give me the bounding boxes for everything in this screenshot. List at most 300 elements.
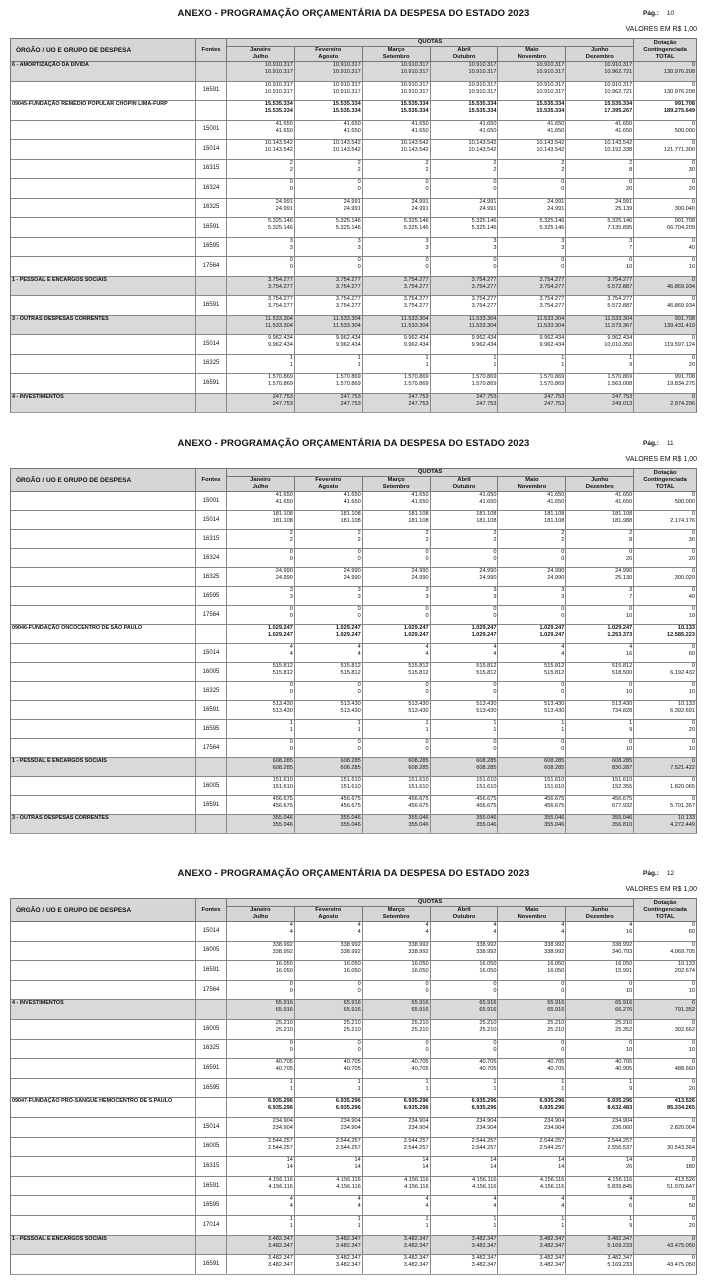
value-top: 40.705 (275, 1059, 293, 1066)
value-bottom: 40.705 (479, 1066, 497, 1073)
row-label: 3 - OUTRAS DESPESAS CORRENTES (11, 315, 196, 335)
value-bottom: 4.156.116 (268, 1183, 293, 1190)
page-title: ANEXO - PROGRAMAÇÃO ORÇAMENTÁRIA DA DESPESA DO ESTADO 2023 (177, 868, 530, 879)
value-bottom: 0 (289, 186, 293, 192)
dotacao-cell (634, 682, 697, 701)
value-top: 1 (289, 1215, 293, 1222)
row-fonte: 15001 (196, 120, 227, 140)
quota-cell (294, 1117, 362, 1137)
quota-cell (430, 354, 498, 374)
value-top: 14 (354, 1157, 361, 1164)
quota-cell (226, 1235, 294, 1255)
value-top: 151.610 (340, 777, 361, 783)
value-bottom: 9 (629, 727, 633, 733)
quota-cell (430, 1039, 498, 1059)
value-bottom: 1 (289, 727, 293, 733)
value-bottom: 6.935.296 (403, 1105, 429, 1112)
quota-cell (226, 354, 294, 374)
value-bottom: 41.650 (547, 499, 565, 505)
value-bottom: 2.544.257 (267, 1144, 293, 1151)
dotacao-cell (634, 587, 697, 606)
quota-cell (430, 980, 498, 1000)
value-top: 338.992 (611, 941, 633, 948)
value-top: 10.133 (677, 961, 695, 968)
value-top: 0 (691, 606, 695, 612)
quota-cell (294, 644, 362, 663)
value-bottom: 5.572.887 (607, 283, 633, 290)
value-top: 3.482.347 (539, 1235, 565, 1242)
value-top: 151.610 (272, 777, 293, 783)
value-bottom: 15.535.334 (264, 108, 293, 114)
value-bottom: 40.705 (275, 1066, 293, 1073)
value-bottom: 10.962.721 (604, 69, 633, 75)
value-bottom: 25.210 (343, 1026, 361, 1033)
header-month: Agosto (318, 54, 339, 60)
value-top: 0 (691, 1000, 695, 1007)
value-bottom: 14 (490, 1164, 497, 1171)
dotacao-cell (634, 1078, 697, 1098)
quota-cell (430, 315, 498, 335)
value-bottom: 4.272.449 (670, 822, 695, 828)
value-top: 247.753 (340, 393, 361, 400)
value-top: 0 (691, 720, 695, 726)
value-top: 456.675 (272, 796, 293, 802)
row-fonte: 16595 (196, 1078, 227, 1098)
quota-cell (498, 198, 566, 218)
header-month: Dezembro (585, 914, 614, 920)
value-top: 4.156.116 (471, 1176, 497, 1183)
dotacao-cell (634, 237, 697, 257)
value-bottom: 14 (558, 1164, 565, 1171)
value-bottom: 6 (629, 1203, 633, 1210)
value-top: 151.610 (476, 777, 497, 783)
value-bottom: 41.650 (615, 127, 633, 134)
value-top: 1 (561, 354, 565, 361)
row-label (11, 374, 196, 394)
quota-cell (294, 237, 362, 257)
value-top: 234.904 (476, 1117, 497, 1124)
value-top: 0 (561, 606, 565, 612)
value-top: 9.962.434 (335, 335, 361, 341)
value-bottom: 139.431.419 (663, 322, 695, 329)
value-bottom: 515.812 (476, 670, 497, 676)
value-top: 991.708 (674, 374, 695, 380)
value-top: 1.570.869 (267, 374, 293, 380)
quota-cell (430, 1255, 498, 1275)
quota-cell (430, 720, 498, 739)
quota-cell (498, 1000, 566, 1020)
value-bottom: 10.910.317 (468, 69, 497, 75)
quota-cell (294, 922, 362, 942)
quota-cell (430, 1098, 498, 1118)
row-label (11, 644, 196, 663)
quota-cell (362, 62, 430, 82)
value-bottom: 1.029.247 (267, 632, 293, 638)
value-bottom: 1.570.869 (335, 381, 361, 387)
value-bottom: 9.962.434 (471, 342, 497, 348)
value-top: 6.935.296 (403, 1098, 429, 1105)
row-fonte (196, 625, 227, 644)
fonte-row (11, 120, 697, 140)
quota-cell (430, 374, 498, 394)
value-bottom: 10.910.317 (400, 88, 429, 95)
fonte-row (11, 237, 697, 257)
value-bottom: 10.910.317 (332, 69, 361, 75)
value-top: 16.050 (411, 961, 429, 968)
quota-cell (294, 1137, 362, 1157)
value-top: 2 (289, 530, 293, 536)
value-top: 1 (493, 720, 497, 726)
header-dotacao-line: Dotação (653, 899, 677, 906)
value-top: 0 (691, 980, 695, 987)
value-top: 247.753 (544, 393, 565, 400)
value-top: 6.935.296 (471, 1098, 497, 1105)
value-bottom: 234.904 (408, 1124, 429, 1131)
value-bottom: 6.392.691 (670, 708, 695, 714)
value-top: 0 (493, 682, 497, 688)
value-top: 0 (691, 1215, 695, 1222)
value-bottom: 3.754.277 (335, 283, 361, 290)
value-bottom: 6.935.296 (471, 1105, 497, 1112)
row-label (11, 922, 196, 942)
value-top: 10.143.542 (468, 140, 497, 146)
value-bottom: 4 (289, 1203, 293, 1210)
value-top: 1 (561, 1078, 565, 1085)
quota-cell (498, 354, 566, 374)
value-bottom: 0 (493, 987, 497, 994)
header-month-pair (566, 47, 634, 62)
header-fontes: Fontes (196, 39, 227, 62)
value-top: 151.610 (611, 777, 633, 783)
value-bottom: 46.869.934 (667, 303, 695, 309)
value-bottom: 3.482.347 (403, 1242, 429, 1249)
value-bottom: 0 (493, 186, 497, 192)
value-top: 0 (691, 511, 695, 517)
fonte-row (11, 1039, 697, 1059)
value-bottom: 2.544.257 (539, 1144, 565, 1151)
header-orgao: ÓRGÃO / UO E GRUPO DE DESPESA (11, 469, 196, 492)
quota-cell (226, 758, 294, 777)
value-top: 355.046 (611, 815, 633, 821)
quota-cell (226, 218, 294, 238)
value-bottom: 4.156.116 (539, 1183, 565, 1190)
value-bottom: 30 (688, 166, 695, 173)
value-top: 0 (691, 62, 695, 68)
value-top: 9.962.434 (539, 335, 565, 341)
group-row (11, 1235, 697, 1255)
quota-cell (362, 663, 430, 682)
value-bottom: 9.962.434 (335, 342, 361, 348)
value-top: 3.482.347 (471, 1255, 497, 1262)
value-top: 0 (493, 549, 497, 555)
quota-cell (566, 101, 634, 121)
row-fonte: 16005 (196, 1019, 227, 1039)
quota-cell (226, 315, 294, 335)
dotacao-cell (634, 777, 697, 796)
value-bottom: 41.650 (479, 127, 497, 134)
value-top: 3 (425, 587, 429, 593)
header-dotacao-line: Contingenciada (643, 906, 687, 913)
value-top: 0 (561, 739, 565, 745)
value-bottom: 2 (289, 166, 293, 173)
quota-cell (566, 140, 634, 160)
header-month: Abril (457, 907, 471, 913)
quota-cell (566, 198, 634, 218)
value-top: 4 (561, 922, 565, 928)
value-top: 2 (289, 159, 293, 166)
value-top: 0 (691, 644, 695, 650)
value-bottom: 3.482.347 (335, 1242, 361, 1249)
value-bottom: 14 (422, 1164, 429, 1171)
row-fonte (196, 1235, 227, 1255)
value-top: 9.962.434 (607, 335, 633, 341)
value-bottom: 247.753 (408, 400, 429, 407)
row-fonte (196, 1000, 227, 1020)
quota-cell (498, 815, 566, 834)
value-bottom: 1.029.247 (335, 632, 361, 638)
value-top: 10.143.542 (536, 140, 565, 146)
value-top: 3.482.347 (335, 1235, 361, 1242)
quota-cell (430, 218, 498, 238)
quota-cell (566, 1157, 634, 1177)
value-bottom: 2 (425, 537, 429, 543)
quota-cell (226, 335, 294, 355)
quota-cell (226, 492, 294, 511)
quota-cell (498, 1039, 566, 1059)
page-number-label: Pág.: (643, 10, 659, 17)
quota-cell (430, 276, 498, 296)
value-top: 4 (357, 644, 361, 650)
value-top: 10.143.542 (400, 140, 429, 146)
value-top: 2.544.257 (539, 1137, 565, 1144)
value-bottom: 4 (425, 929, 429, 935)
value-top: 3 (289, 237, 293, 244)
row-fonte: 16591 (196, 81, 227, 101)
currency-note: VALORES EM R$ 1,00 (625, 26, 697, 33)
header-month: Fevereiro (315, 47, 342, 53)
value-top: 338.992 (476, 941, 497, 948)
value-top: 3 (561, 237, 565, 244)
value-top: 0 (561, 980, 565, 987)
quota-cell (226, 644, 294, 663)
value-top: 5.325.146 (607, 218, 633, 224)
value-top: 24.990 (343, 568, 361, 574)
row-label (11, 720, 196, 739)
value-top: 0 (691, 179, 695, 185)
dotacao-cell (634, 1215, 697, 1235)
quota-cell (430, 1078, 498, 1098)
quota-cell (566, 1098, 634, 1118)
value-bottom: 3 (425, 594, 429, 600)
dotacao-cell (634, 530, 697, 549)
dotacao-cell (634, 644, 697, 663)
quota-cell (566, 568, 634, 587)
value-top: 65.916 (479, 1000, 497, 1007)
quota-cell (566, 796, 634, 815)
quota-cell (566, 701, 634, 720)
value-top: 0 (289, 179, 293, 185)
quota-cell (430, 1117, 498, 1137)
header-quotas: QUOTAS (226, 899, 633, 907)
value-top: 0 (691, 81, 695, 88)
value-top: 3.482.347 (403, 1255, 429, 1262)
value-top: 4.156.116 (268, 1176, 293, 1183)
value-top: 5.325.146 (267, 218, 293, 224)
value-top: 234.904 (408, 1117, 429, 1124)
dotacao-cell (634, 198, 697, 218)
quota-cell (566, 393, 634, 413)
quota-cell (498, 1098, 566, 1118)
budget-table (10, 38, 697, 413)
value-top: 2.544.257 (471, 1137, 497, 1144)
value-bottom: 16.050 (343, 968, 361, 975)
value-bottom: 1.820.065 (670, 784, 695, 790)
value-bottom: 4.156.116 (336, 1183, 361, 1190)
value-bottom: 3.482.347 (539, 1262, 565, 1269)
quota-cell (362, 1196, 430, 1216)
value-top: 0 (691, 1059, 695, 1066)
value-bottom: 17.395.267 (604, 108, 633, 114)
value-top: 0 (691, 276, 695, 283)
value-bottom: 20 (625, 186, 633, 192)
row-label (11, 1019, 196, 1039)
value-bottom: 2.974.296 (670, 400, 695, 407)
value-bottom: 6.935.296 (335, 1105, 361, 1112)
row-fonte: 15014 (196, 511, 227, 530)
value-top: 24.991 (479, 198, 497, 205)
value-bottom: 3.482.347 (335, 1262, 361, 1269)
value-bottom: 10.910.317 (264, 69, 293, 75)
value-top: 10.133 (677, 625, 695, 631)
quota-cell (226, 701, 294, 720)
value-bottom: 181.108 (340, 518, 361, 524)
value-bottom: 16 (625, 929, 633, 935)
value-top: 6.935.296 (539, 1098, 565, 1105)
value-top: 4.156.116 (539, 1176, 565, 1183)
value-top: 1.029.247 (607, 625, 633, 631)
value-top: 338.992 (408, 941, 429, 948)
dotacao-cell (634, 1019, 697, 1039)
value-top: 355.046 (272, 815, 293, 821)
fonte-row (11, 961, 697, 981)
value-bottom: 10.010.350 (604, 342, 633, 348)
value-top: 1 (357, 720, 361, 726)
value-bottom: 2.544.257 (471, 1144, 497, 1151)
value-bottom: 16.050 (411, 968, 429, 975)
value-top: 10.910.317 (264, 81, 293, 88)
value-top: 10.910.317 (264, 62, 293, 68)
value-bottom: 234.904 (544, 1124, 565, 1131)
row-fonte: 16591 (196, 1059, 227, 1079)
value-bottom: 30.543.364 (667, 1144, 695, 1151)
header-orgao: ÓRGÃO / UO E GRUPO DE DESPESA (11, 899, 196, 922)
value-bottom: 3.754.277 (539, 283, 565, 290)
header-month: Janeiro (250, 477, 271, 483)
value-bottom: 608.285 (340, 765, 361, 771)
value-top: 10.133 (677, 701, 695, 707)
quota-cell (566, 1235, 634, 1255)
value-top: 6.935.296 (267, 1098, 293, 1105)
value-bottom: 181.108 (476, 518, 497, 524)
quota-cell (498, 511, 566, 530)
quota-cell (226, 1039, 294, 1059)
quota-cell (430, 815, 498, 834)
value-top: 40.705 (547, 1059, 565, 1066)
value-bottom: 3.754.277 (539, 303, 565, 309)
value-bottom: 0 (561, 987, 565, 994)
value-bottom: 1.563.008 (607, 381, 633, 387)
value-bottom: 25.210 (275, 1026, 293, 1033)
value-top: 40.705 (343, 1059, 361, 1066)
value-bottom: 40.905 (615, 1066, 633, 1073)
value-bottom: 500.000 (674, 127, 695, 134)
value-top: 0 (425, 257, 429, 263)
header-month-pair (566, 477, 634, 492)
header-orgao: ÓRGÃO / UO E GRUPO DE DESPESA (11, 39, 196, 62)
value-top: 1 (357, 1215, 361, 1222)
header-fontes: Fontes (196, 899, 227, 922)
fonte-row (11, 796, 697, 815)
value-bottom: 60 (688, 929, 695, 935)
page-number-value: 11 (666, 440, 674, 447)
value-bottom: 10.910.317 (332, 88, 361, 95)
value-top: 41.650 (615, 492, 633, 498)
quota-cell (566, 335, 634, 355)
value-top: 0 (691, 1157, 695, 1164)
quota-cell (566, 606, 634, 625)
quota-cell (362, 568, 430, 587)
header-month: Outubro (452, 54, 476, 60)
row-label (11, 777, 196, 796)
header-month-pair (498, 477, 566, 492)
row-label (11, 739, 196, 758)
value-bottom: 0 (289, 746, 293, 752)
value-top: 456.675 (544, 796, 565, 802)
value-top: 608.285 (272, 758, 293, 764)
value-bottom: 1.570.869 (267, 381, 293, 387)
value-top: 0 (425, 739, 429, 745)
quota-cell (498, 81, 566, 101)
page-title: ANEXO - PROGRAMAÇÃO ORÇAMENTÁRIA DA DESPESA DO ESTADO 2023 (177, 438, 530, 449)
header-month-pair (362, 907, 430, 922)
value-bottom: 7.135.895 (607, 225, 633, 231)
value-top: 2 (425, 530, 429, 536)
header-month: Julho (252, 914, 269, 920)
quota-cell (362, 1019, 430, 1039)
value-top: 4.156.116 (404, 1176, 429, 1183)
value-bottom: 65.916 (479, 1007, 497, 1014)
value-bottom: 0 (357, 746, 361, 752)
value-top: 0 (561, 682, 565, 688)
quota-cell (566, 1137, 634, 1157)
value-top: 0 (629, 257, 633, 263)
value-top: 3.754.277 (403, 296, 429, 302)
value-top: 4 (425, 922, 429, 928)
quota-cell (430, 1019, 498, 1039)
value-bottom: 515.812 (408, 670, 429, 676)
value-top: 11.533.304 (333, 315, 361, 322)
value-bottom: 456.675 (340, 803, 361, 809)
value-bottom: 247.753 (340, 400, 361, 407)
quota-cell (430, 1235, 498, 1255)
dotacao-cell (634, 276, 697, 296)
value-top: 2.544.257 (607, 1137, 633, 1144)
value-top: 16.050 (547, 961, 565, 968)
quota-cell (430, 140, 498, 160)
value-bottom: 24.991 (411, 205, 429, 212)
value-top: 1 (629, 720, 633, 726)
fonte-row (11, 587, 697, 606)
